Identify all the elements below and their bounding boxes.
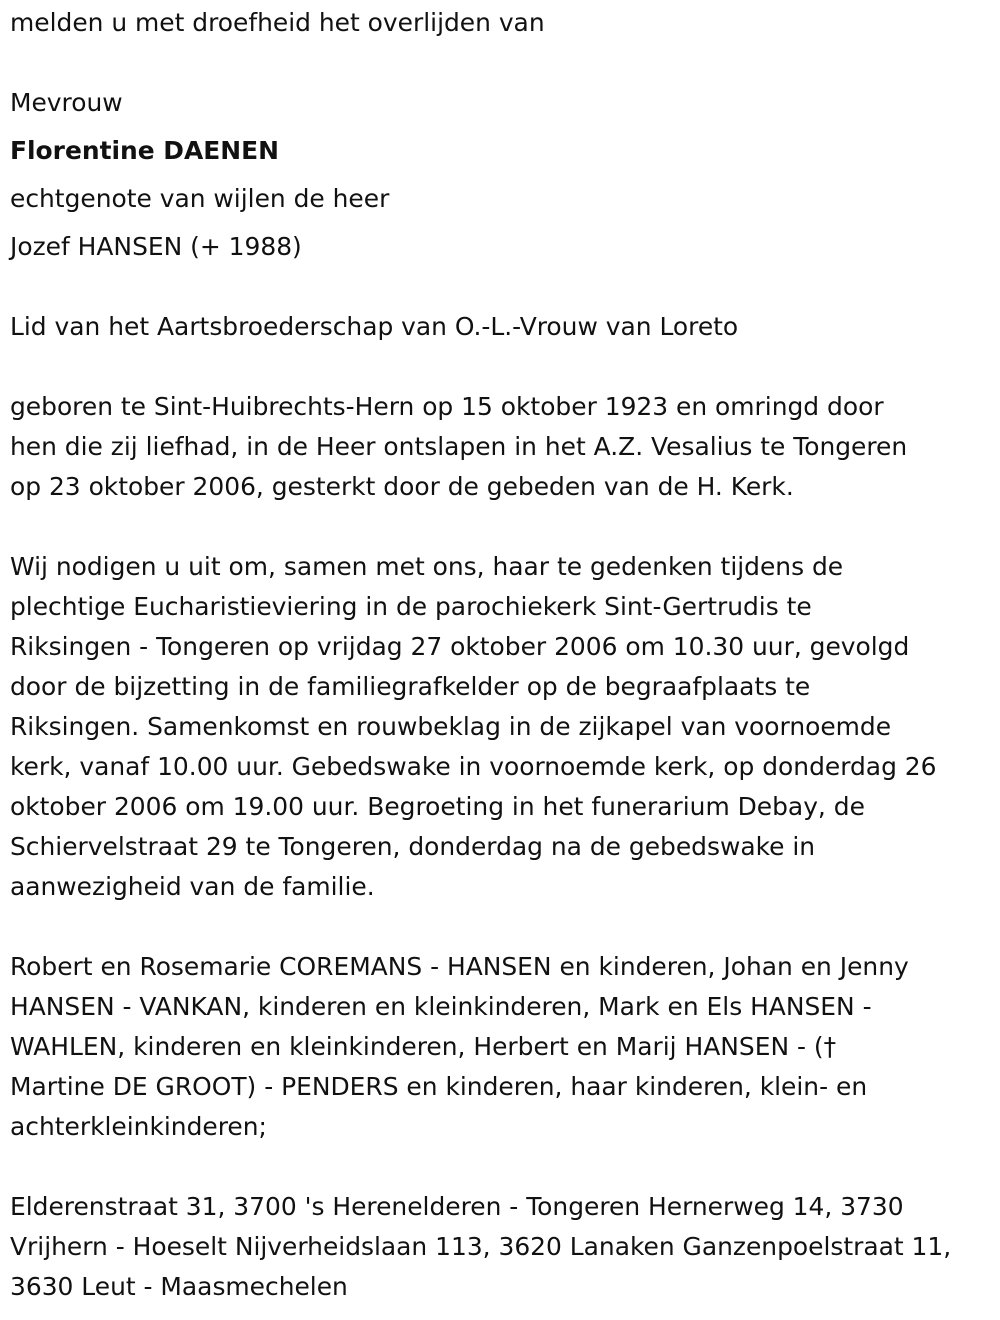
spacer <box>10 267 995 307</box>
spacer <box>10 1147 995 1187</box>
paragraph-line: 3630 Leut - Maasmechelen <box>10 1272 348 1301</box>
spacer <box>10 171 995 179</box>
birth-death-paragraph <box>10 387 995 507</box>
paragraph-line: Wij nodigen u uit om, samen met ons, haar te gedenken tijdens de <box>10 552 844 581</box>
spacer <box>10 123 995 131</box>
paragraph-line: op 23 oktober 2006, gesterkt door de gebeden van de H. Kerk. <box>10 472 794 501</box>
paragraph-line: achterkleinkinderen; <box>10 1112 267 1141</box>
spouse-text: Jozef HANSEN (+ 1988) <box>10 232 302 261</box>
family-paragraph <box>10 947 995 1147</box>
salutation: Mevrouw <box>10 88 123 117</box>
spacer <box>10 219 995 227</box>
membership-text: Lid van het Aartsbroederschap van O.-L.-Vrouw van Loreto <box>10 312 739 341</box>
paragraph-line: WAHLEN, kinderen en kleinkinderen, Herbert en Marij HANSEN - († <box>10 1032 837 1061</box>
paragraph-line: Riksingen - Tongeren op vrijdag 27 oktober 2006 om 10.30 uur, gevolgd <box>10 632 910 661</box>
paragraph-line: Vrijhern - Hoeselt Nijverheidslaan 113, 3620 Lanaken Ganzenpoelstraat 11, <box>10 1232 952 1261</box>
spacer <box>10 907 995 947</box>
paragraph-line: geboren te Sint-Huibrechts-Hern op 15 oktober 1923 en omringd door <box>10 392 884 421</box>
deceased-name: Florentine DAENEN <box>10 136 279 165</box>
paragraph-line: Riksingen. Samenkomst en rouwbeklag in de zijkapel van voornoemde <box>10 712 892 741</box>
paragraph-line: oktober 2006 om 19.00 uur. Begroeting in het funerarium Debay, de <box>10 792 865 821</box>
paragraph-line: kerk, vanaf 10.00 uur. Gebedswake in voornoemde kerk, op donderdag 26 <box>10 752 937 781</box>
paragraph-line: Schiervelstraat 29 te Tongeren, donderdag na de gebedswake in <box>10 832 816 861</box>
spacer <box>10 347 995 387</box>
paragraph-line: Martine DE GROOT) - PENDERS en kinderen, haar kinderen, klein- en <box>10 1072 868 1101</box>
spacer <box>10 43 995 83</box>
addresses-paragraph <box>10 1187 995 1307</box>
relation-text: echtgenote van wijlen de heer <box>10 184 390 213</box>
intro-text: melden u met droefheid het overlijden van <box>10 8 545 37</box>
invitation-paragraph <box>10 547 995 907</box>
paragraph-line: hen die zij liefhad, in de Heer ontslapen in het A.Z. Vesalius te Tongeren <box>10 432 908 461</box>
death-notice <box>10 0 995 1307</box>
paragraph-line: aanwezigheid van de familie. <box>10 872 375 901</box>
paragraph-line: HANSEN - VANKAN, kinderen en kleinkinderen, Mark en Els HANSEN - <box>10 992 872 1021</box>
paragraph-line: Elderenstraat 31, 3700 's Herenelderen - Tongeren Hernerweg 14, 3730 <box>10 1192 904 1221</box>
spacer <box>10 507 995 547</box>
paragraph-line: door de bijzetting in de familiegrafkelder op de begraafplaats te <box>10 672 811 701</box>
paragraph-line: plechtige Eucharistieviering in de parochiekerk Sint-Gertrudis te <box>10 592 812 621</box>
paragraph-line: Robert en Rosemarie COREMANS - HANSEN en kinderen, Johan en Jenny <box>10 952 909 981</box>
